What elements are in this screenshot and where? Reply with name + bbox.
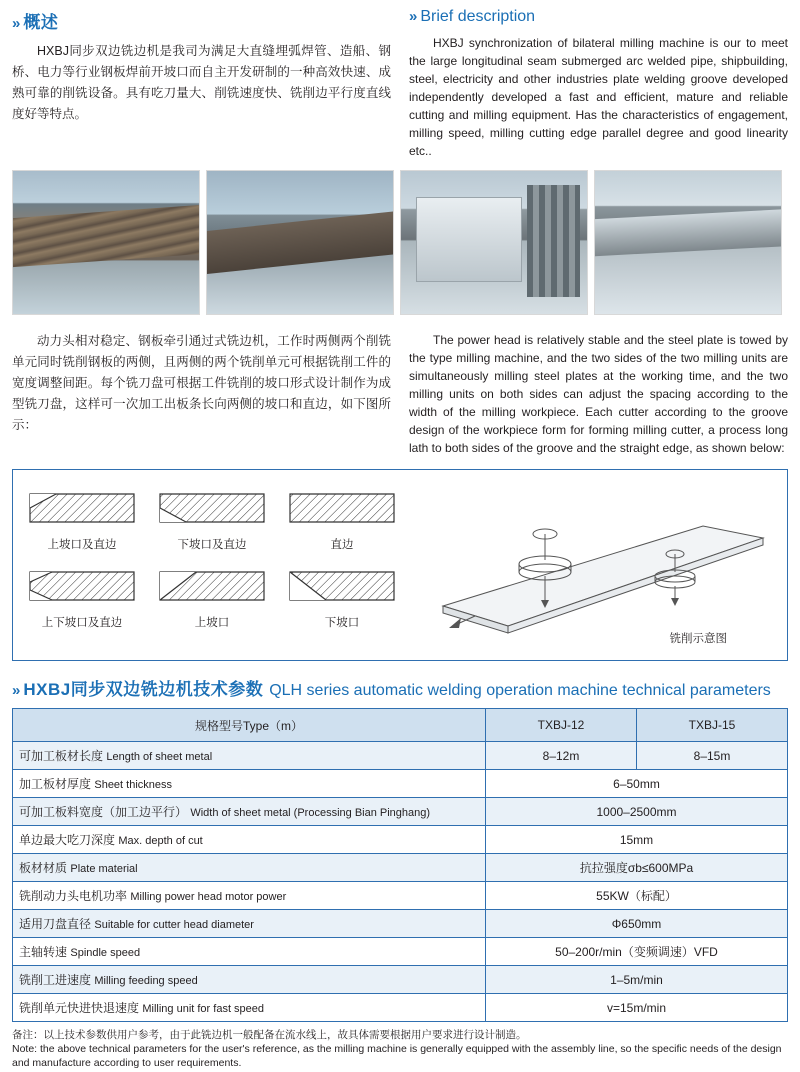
row-value-span: 抗拉强度σb≤600MPa — [486, 854, 788, 882]
spec-title-en: QLH series automatic welding operation machine technical parameters — [269, 682, 771, 699]
row-label-en: Milling feeding speed — [94, 975, 198, 987]
row-label-cn: 可加工板材长度 — [19, 749, 104, 763]
row-label-cn: 铣削工进速度 — [19, 973, 92, 987]
row-value-span: 1–5m/min — [486, 966, 788, 994]
spec-footnote — [0, 1022, 800, 1070]
row-label-en: Max. depth of cut — [118, 835, 203, 847]
table-row — [13, 798, 788, 826]
second-column-en — [409, 323, 788, 457]
table-row — [13, 882, 788, 910]
groove-shape-cell — [153, 484, 271, 552]
row-label — [13, 938, 486, 966]
chevron-right-icon: » — [12, 15, 18, 32]
brief-title-en: Brief description — [420, 8, 536, 25]
row-label-en: Spindle speed — [70, 947, 141, 959]
groove-shape-label: 下坡口及直边 — [177, 539, 247, 551]
row-label — [13, 882, 486, 910]
photo-milling-line — [206, 170, 394, 315]
table-row — [13, 994, 788, 1022]
groove-shape-label: 上坡口 — [194, 617, 230, 629]
row-label-en: Milling power head motor power — [130, 891, 287, 903]
shape-down-bevel-straight-icon — [156, 484, 268, 528]
table-row — [13, 770, 788, 798]
second-column-cn — [12, 323, 391, 457]
groove-shape-label: 直边 — [330, 539, 354, 551]
row-value-span: 50–200r/min（变频调速）VFD — [486, 938, 788, 966]
row-value-span: 55KW（标配） — [486, 882, 788, 910]
spec-heading — [0, 661, 800, 704]
shape-up-bevel-straight-icon — [26, 484, 138, 528]
row-label — [13, 742, 486, 770]
spec-table-head — [13, 709, 788, 742]
row-label-en: Length of sheet metal — [106, 751, 213, 763]
row-value-span: 1000–2500mm — [486, 798, 788, 826]
col-header-txbj12: TXBJ-12 — [486, 709, 637, 742]
brief-heading — [409, 8, 788, 26]
groove-shape-row — [23, 562, 403, 630]
overview-body-cn: HXBJ同步双边铣边机是我司为满足大直缝埋弧焊管、造船、钢桥、电力等行业钢板焊前开坡口而自主开发研制的一种高效快速、成熟可靠的削铣设备。具有吃刀量大、削铣速度快、铣削边平行度直线度好等特点。 — [12, 44, 391, 121]
photo-machine-unit — [400, 170, 588, 315]
chevron-right-icon: » — [12, 682, 18, 699]
row-label-cn: 铣削单元快进快退速度 — [19, 1001, 140, 1015]
groove-shape-label: 下坡口 — [324, 617, 360, 629]
spec-table — [12, 708, 788, 1022]
spec-table-body — [13, 742, 788, 1022]
groove-shape-cell — [283, 562, 401, 630]
shape-down-bevel-icon — [286, 562, 398, 606]
shape-up-bevel-icon — [156, 562, 268, 606]
row-label — [13, 966, 486, 994]
groove-diagram-box — [12, 469, 788, 661]
shape-double-bevel-straight-icon — [26, 562, 138, 606]
row-value-span: 6–50mm — [486, 770, 788, 798]
overview-title-cn: 概述 — [23, 13, 59, 32]
row-value-span: v=15m/min — [486, 994, 788, 1022]
row-label-en: Width of sheet metal (Processing Bian Pinghang) — [190, 807, 431, 819]
groove-shape-cell — [153, 562, 271, 630]
spec-heading-row — [12, 675, 788, 700]
groove-shape-cell — [23, 562, 141, 630]
second-columns — [0, 315, 800, 457]
row-label-cn: 适用刀盘直径 — [19, 917, 92, 931]
photo-workshop — [594, 170, 782, 315]
row-value-txbj15: 8–15m — [637, 742, 788, 770]
row-label-en: Sheet thickness — [94, 779, 173, 791]
milling-illustration — [413, 476, 783, 656]
spec-title-cn: HXBJ同步双边铣边机技术参数 — [23, 680, 264, 699]
table-row — [13, 938, 788, 966]
second-body-en: The power head is relatively stable and the steel plate is towed by the type milling machine, and the two sides of the two milling units are simultaneously milling steel plates at the working time, and the two milling units on both sides can adjust the spacing according to the width of the milling workpiece. Each cutter according to the groove design of the workpiece form for forming milling cutter, a process long lath to both sides of the groove and the straight edge, as shown below: — [409, 333, 788, 455]
row-value-span: 15mm — [486, 826, 788, 854]
row-label — [13, 854, 486, 882]
photo-strip — [0, 160, 800, 315]
groove-shape-cell — [23, 484, 141, 552]
brief-body-en: HXBJ synchronization of bilateral milling machine is our to meet the large longitudinal seam submerged arc welded pipe, shipbuilding, steel, electricity and other industries plate welding groove developed independently developed a fast and efficient, mature and reliable cutting and milling equipment. Has the characteristics of engagement, milling speed, milling cutting edge parallel degree and good linearity etc.. — [409, 36, 788, 158]
col-header-txbj15: TXBJ-15 — [637, 709, 788, 742]
groove-shape-grid — [23, 484, 403, 630]
row-label — [13, 910, 486, 938]
table-row — [13, 854, 788, 882]
col-header-type: 规格型号Type（m） — [13, 709, 486, 742]
groove-shape-label: 上下坡口及直边 — [41, 617, 123, 629]
shape-straight-edge-icon — [286, 484, 398, 528]
chevron-right-icon: » — [409, 8, 415, 25]
row-label-cn: 加工板材厚度 — [19, 777, 92, 791]
row-label — [13, 826, 486, 854]
row-label-en: Plate material — [70, 863, 138, 875]
groove-shape-row — [23, 484, 403, 552]
second-body-cn: 动力头相对稳定、钢板牵引通过式铣边机，工作时两侧两个削铣单元同时铣削钢板的两侧，且两侧的两个铣削单元可根据铣削工件的宽度调整间距。每个铣刀盘可根据工件铣削的坡口形式设计制作为成型铣刀盘，这样可一次加工出板条长向两侧的坡口和直边，如下图所示： — [12, 334, 391, 432]
overview-heading — [12, 8, 391, 33]
row-label-en: Suitable for cutter head diameter — [94, 919, 254, 931]
table-row — [13, 826, 788, 854]
overview-column — [12, 8, 391, 160]
table-row — [13, 966, 788, 994]
row-label-cn: 主轴转速 — [19, 945, 68, 959]
row-value-span: Φ650mm — [486, 910, 788, 938]
diagram-caption: 铣削示意图 — [669, 633, 727, 645]
intro-columns — [0, 0, 800, 160]
row-label-cn: 单边最大吃刀深度 — [19, 833, 116, 847]
table-row — [13, 910, 788, 938]
row-label-cn: 铣削动力头电机功率 — [19, 889, 128, 903]
row-label-en: Milling unit for fast speed — [142, 1003, 265, 1015]
row-label-cn: 可加工板料宽度（加工边平行） — [19, 805, 188, 819]
footnote-en: Note: the above technical parameters for the user's reference, as the milling machine is generally equipped with the assembly line, so the specific needs of the design and manufacture according to user requirements. — [12, 1043, 782, 1069]
row-label — [13, 770, 486, 798]
table-header-row — [13, 709, 788, 742]
groove-shape-cell — [283, 484, 401, 552]
row-label-cn: 板材材质 — [19, 861, 68, 875]
row-value-txbj12: 8–12m — [486, 742, 637, 770]
brief-column — [409, 8, 788, 160]
row-label — [13, 798, 486, 826]
row-label — [13, 994, 486, 1022]
footnote-cn: 备注：以上技术参数供用户参考，由于此铣边机一般配备在流水线上，故具体需要根据用户要求进行设计制造。 — [12, 1029, 527, 1041]
table-row — [13, 742, 788, 770]
groove-shape-label: 上坡口及直边 — [47, 539, 117, 551]
photo-steel-plate-stack — [12, 170, 200, 315]
